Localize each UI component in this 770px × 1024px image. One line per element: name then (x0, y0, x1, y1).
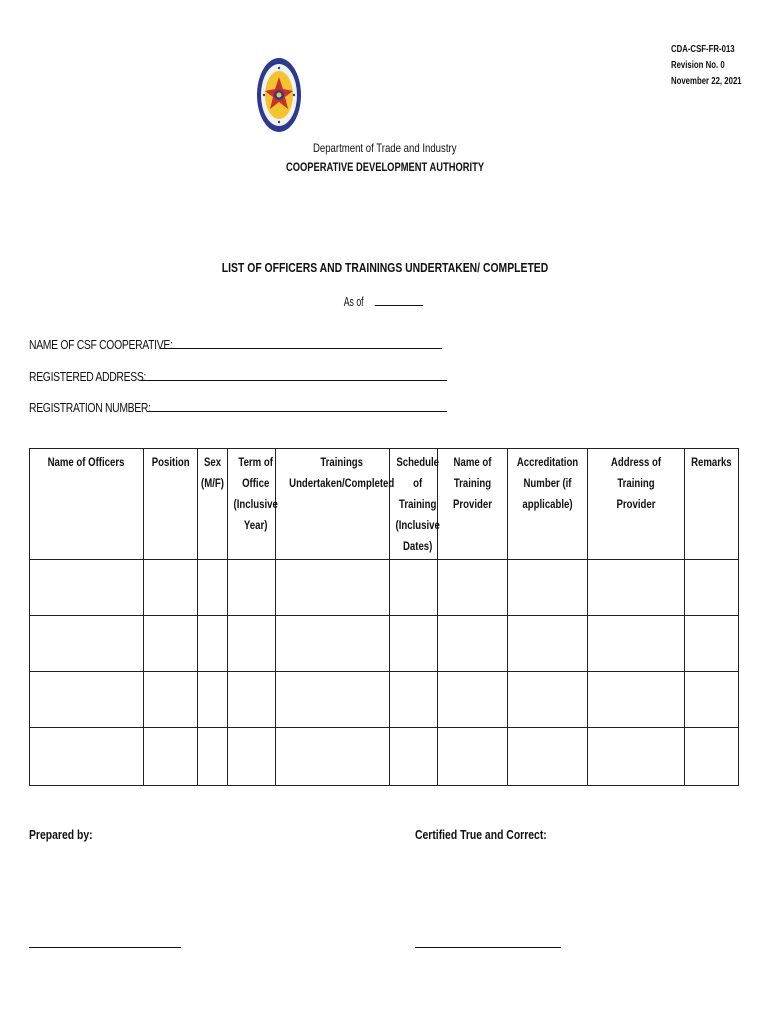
table-cell[interactable] (685, 560, 739, 616)
table-cell[interactable] (198, 672, 228, 728)
col-header: Name of Training Provider (438, 449, 508, 560)
table-cell[interactable] (276, 616, 390, 672)
reg-number-field[interactable] (29, 400, 447, 415)
table-cell[interactable] (390, 616, 438, 672)
agency-name: COOPERATIVE DEVELOPMENT AUTHORITY (285, 160, 485, 174)
document-title: LIST OF OFFICERS AND TRAININGS UNDERTAKEN/ COMPLETED (221, 260, 549, 275)
table-cell[interactable] (276, 672, 390, 728)
col-header: Remarks (685, 449, 739, 560)
table-cell[interactable] (144, 728, 198, 786)
certified-label: Certified True and Correct: (415, 827, 547, 842)
table-cell[interactable] (30, 616, 144, 672)
table-cell[interactable] (438, 672, 508, 728)
table-cell[interactable] (144, 672, 198, 728)
table-cell[interactable] (228, 616, 276, 672)
address-label: REGISTERED ADDRESS: (29, 369, 147, 384)
table-row (30, 672, 739, 728)
table-cell[interactable] (228, 560, 276, 616)
table-cell[interactable] (508, 672, 588, 728)
table-cell[interactable] (144, 616, 198, 672)
col-header: Position (144, 449, 198, 560)
col-header: Sex (M/F) (198, 449, 228, 560)
coop-name-label: NAME OF CSF COOPERATIVE: (29, 337, 173, 352)
table-cell[interactable] (390, 672, 438, 728)
table-cell[interactable] (198, 616, 228, 672)
as-of-blank[interactable] (375, 293, 423, 306)
table-cell[interactable] (30, 728, 144, 786)
form-code-block (671, 42, 742, 90)
table-cell[interactable] (438, 616, 508, 672)
officers-table (29, 448, 739, 786)
reg-number-line[interactable] (147, 410, 447, 412)
table-row (30, 616, 739, 672)
col-header: Schedule of Training (Inclusive Dates) (390, 449, 438, 560)
table-cell[interactable] (685, 672, 739, 728)
table-cell[interactable] (588, 616, 685, 672)
table-cell[interactable] (508, 616, 588, 672)
table-row (30, 560, 739, 616)
table-cell[interactable] (198, 560, 228, 616)
table-cell[interactable] (390, 728, 438, 786)
certified-signature-line[interactable] (415, 946, 561, 948)
table-cell[interactable] (276, 560, 390, 616)
prepared-by-label: Prepared by: (29, 827, 93, 842)
table-cell[interactable] (588, 672, 685, 728)
table-header-row (30, 449, 739, 560)
prepared-by-signature-line[interactable] (29, 946, 181, 948)
table-row (30, 728, 739, 786)
table-cell[interactable] (228, 672, 276, 728)
coop-name-line[interactable] (160, 347, 442, 349)
form-date: November 22, 2021 (671, 76, 742, 87)
col-header: Address of Training Provider (588, 449, 685, 560)
cda-seal-logo (256, 57, 302, 133)
as-of-label: As of (343, 294, 364, 309)
table-cell[interactable] (30, 672, 144, 728)
table-cell[interactable] (198, 728, 228, 786)
department-name: Department of Trade and Industry (313, 141, 457, 155)
table-cell[interactable] (30, 560, 144, 616)
form-code: CDA-CSF-FR-013 (671, 44, 736, 55)
address-line[interactable] (140, 379, 447, 381)
table-cell[interactable] (588, 728, 685, 786)
col-header: Name of Officers (30, 449, 144, 560)
table-cell[interactable] (588, 560, 685, 616)
reg-number-label: REGISTRATION NUMBER: (29, 400, 151, 415)
col-header: Accreditation Number (if applicable) (508, 449, 588, 560)
table-cell[interactable] (144, 560, 198, 616)
revision-number: Revision No. 0 (671, 60, 726, 71)
as-of-line (0, 293, 770, 309)
table-cell[interactable] (228, 728, 276, 786)
table-cell[interactable] (685, 616, 739, 672)
col-header: Term of Office (Inclusive Year) (228, 449, 276, 560)
table-cell[interactable] (438, 560, 508, 616)
col-header: Trainings Undertaken/Completed (276, 449, 390, 560)
table-cell[interactable] (276, 728, 390, 786)
address-field[interactable] (29, 369, 447, 384)
table-cell[interactable] (390, 560, 438, 616)
table-cell[interactable] (438, 728, 508, 786)
coop-name-field[interactable] (29, 337, 442, 352)
table-cell[interactable] (685, 728, 739, 786)
table-cell[interactable] (508, 728, 588, 786)
table-cell[interactable] (508, 560, 588, 616)
